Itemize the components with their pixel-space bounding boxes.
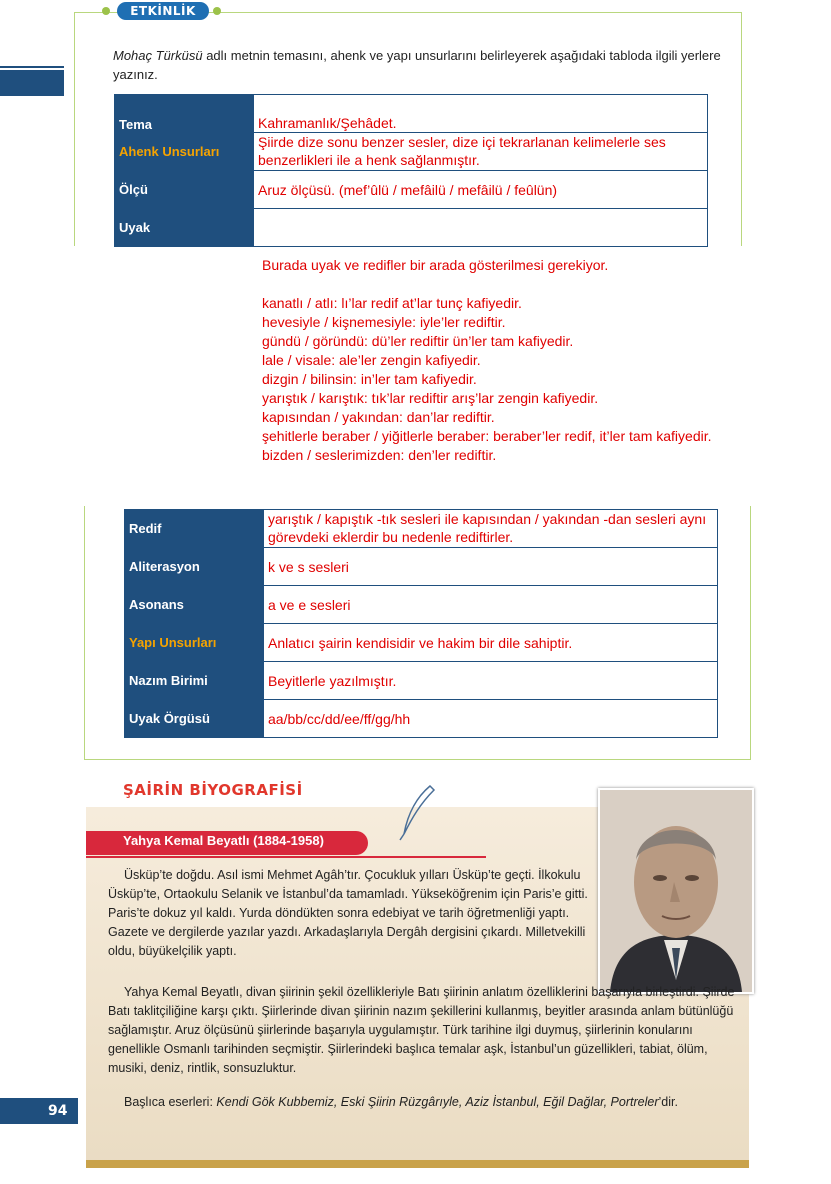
quill-icon bbox=[398, 782, 438, 842]
note-line: yarıştık / karıştık: tık’lar rediftir arış’lar zengin kafiyedir. bbox=[262, 390, 599, 406]
row-value-asonans: a ve e sesleri bbox=[264, 586, 718, 624]
portrait-illustration bbox=[600, 790, 752, 992]
table-row bbox=[125, 586, 718, 624]
row-label-uyak-orgusu: Uyak Örgüsü bbox=[125, 700, 264, 738]
row-label-yapi: Yapı Unsurları bbox=[125, 624, 264, 662]
row-label-olcu: Ölçü bbox=[115, 171, 254, 209]
note-line: hevesiyle / kişnemesiyle: iyle’ler rediftir. bbox=[262, 314, 506, 330]
poem-title: Mohaç Türküsü bbox=[113, 48, 203, 63]
row-value-uyak-orgusu: aa/bb/cc/dd/ee/ff/gg/hh bbox=[264, 700, 718, 738]
table-row bbox=[125, 662, 718, 700]
analysis-table-top bbox=[114, 94, 708, 247]
row-label-aliterasyon: Aliterasyon bbox=[125, 548, 264, 586]
table-row bbox=[115, 171, 708, 209]
table-row bbox=[125, 548, 718, 586]
note-line: bizden / seslerimizden: den’ler rediftir. bbox=[262, 447, 497, 463]
badge-dot bbox=[213, 7, 221, 15]
note-line: kapısından / yakından: dan’lar rediftir. bbox=[262, 409, 495, 425]
note-line: Burada uyak ve redifler bir arada gösterilmesi gerekiyor. bbox=[262, 257, 609, 273]
row-value-ahenk: Şiirde dize sonu benzer sesler, dize içi tekrarlanan kelimelerle ses benzerlikleri ile a henk sağlanmıştır. bbox=[254, 133, 708, 171]
biography-footer-bar bbox=[86, 1160, 749, 1168]
row-value-tema: Kahramanlık/Şehâdet. bbox=[254, 95, 708, 133]
page-number: 94 bbox=[48, 1103, 68, 1119]
poet-portrait bbox=[598, 788, 754, 994]
note-line: lale / visale: ale’ler zengin kafiyedir. bbox=[262, 352, 481, 368]
note-line: dizgin / bilinsin: in’ler tam kafiyedir. bbox=[262, 371, 477, 387]
activity-badge: ETKİNLİK bbox=[117, 2, 209, 20]
instruction-text: adlı metnin temasını, ahenk ve yapı unsurlarını belirleyerek aşağıdaki tabloda ilgili yerlere yazınız. bbox=[113, 48, 721, 82]
works-list: Kendi Gök Kubbemiz, Eski Şiirin Rüzgârıyle, Aziz İstanbul, Eğil Dağlar, Portreler bbox=[216, 1095, 659, 1109]
uyak-notes bbox=[262, 256, 822, 465]
row-value-nazim: Beyitlerle yazılmıştır. bbox=[264, 662, 718, 700]
row-value-yapi: Anlatıcı şairin kendisidir ve hakim bir dile sahiptir. bbox=[264, 624, 718, 662]
row-label-ahenk: Ahenk Unsurları bbox=[115, 133, 254, 171]
note-line bbox=[262, 275, 822, 294]
activity-instructions bbox=[113, 46, 725, 84]
row-value-redif: yarıştık / kapıştık -tık sesleri ile kapısından / yakından -dan sesleri aynı görevdeki eklerdir bu nedenle rediftirler. bbox=[264, 510, 718, 548]
row-value-uyak bbox=[254, 209, 708, 247]
row-value-aliterasyon: k ve s sesleri bbox=[264, 548, 718, 586]
note-line: şehitlerle beraber / yiğitlerle beraber: beraber’ler redif, it’ler tam kafiyedir. bbox=[262, 428, 712, 444]
table-row bbox=[125, 700, 718, 738]
row-label-tema: Tema bbox=[115, 95, 254, 133]
table-row bbox=[125, 510, 718, 548]
table-row bbox=[115, 133, 708, 171]
badge-dot bbox=[102, 7, 110, 15]
table-row bbox=[115, 209, 708, 247]
note-line: gündü / göründü: dü’ler rediftir ün’ler tam kafiyedir. bbox=[262, 333, 574, 349]
biography-works bbox=[108, 1093, 740, 1112]
row-label-redif: Redif bbox=[125, 510, 264, 548]
works-tail: ’dir. bbox=[658, 1095, 678, 1109]
name-underline bbox=[86, 856, 486, 858]
row-value-olcu: Aruz ölçüsü. (mef’ûlü / mefâilü / mefâilü / feûlün) bbox=[254, 171, 708, 209]
note-line: kanatlı / atlı: lı’lar redif at’lar tunç kafiyedir. bbox=[262, 295, 522, 311]
biography-heading: ŞAİRİN BİYOGRAFİSİ bbox=[123, 781, 303, 799]
works-lead: Başlıca eserleri: bbox=[124, 1095, 217, 1109]
biography-paragraph-1: Üsküp’te doğdu. Asıl ismi Mehmet Agâh’tır. Çocukluk yılları Üsküp’te geçti. İlkokulu Üsküp’te, Ortaokulu Selanik ve İstanbul’da tamamladı. Yükseköğrenim için Paris’e gitti. Paris’te dokuz yıl kaldı. Yurda döndükten sonra edebiyat ve tarih öğretmenliği yaptı. Gazete ve dergilerde yazılar yazdı. Arkadaşlarıyla Dergâh dergisini çıkardı. Milletvekilli oldu, büyükelçilik yaptı. bbox=[108, 868, 588, 958]
poet-name: Yahya Kemal Beyatlı (1884-1958) bbox=[123, 833, 324, 848]
row-label-uyak: Uyak bbox=[115, 209, 254, 247]
margin-bar bbox=[0, 70, 64, 96]
table-row bbox=[125, 624, 718, 662]
margin-rule bbox=[0, 66, 64, 68]
biography-paragraph-2: Yahya Kemal Beyatlı, divan şiirinin şekil özellikleriyle Batı şiirinin anlatım özelliklerini başarıyla birleştirdi. Şiirde Batı taklitçiliğine karşı çıktı. Şiirlerinde divan şiirinin nazım şekillerini kullanmış, beyitler arasında anlam bütünlüğü sağlamıştır. Aruz ölçüsünü şiirlerinde başarıyla uygulamıştır. Türk tarihine ilgi duymuş, şiirlerinin konularını genellikle Osmanlı tarihinden seçmiştir. Şiirlerindeki başlıca temalar aşk, İstanbul’un güzellikleri, tabiat, ölüm, musiki, deniz, rintlik, sonsuzluktur. bbox=[108, 985, 735, 1075]
row-label-nazim: Nazım Birimi bbox=[125, 662, 264, 700]
analysis-table-bottom bbox=[124, 509, 718, 738]
row-label-asonans: Asonans bbox=[125, 586, 264, 624]
table-row bbox=[115, 95, 708, 133]
